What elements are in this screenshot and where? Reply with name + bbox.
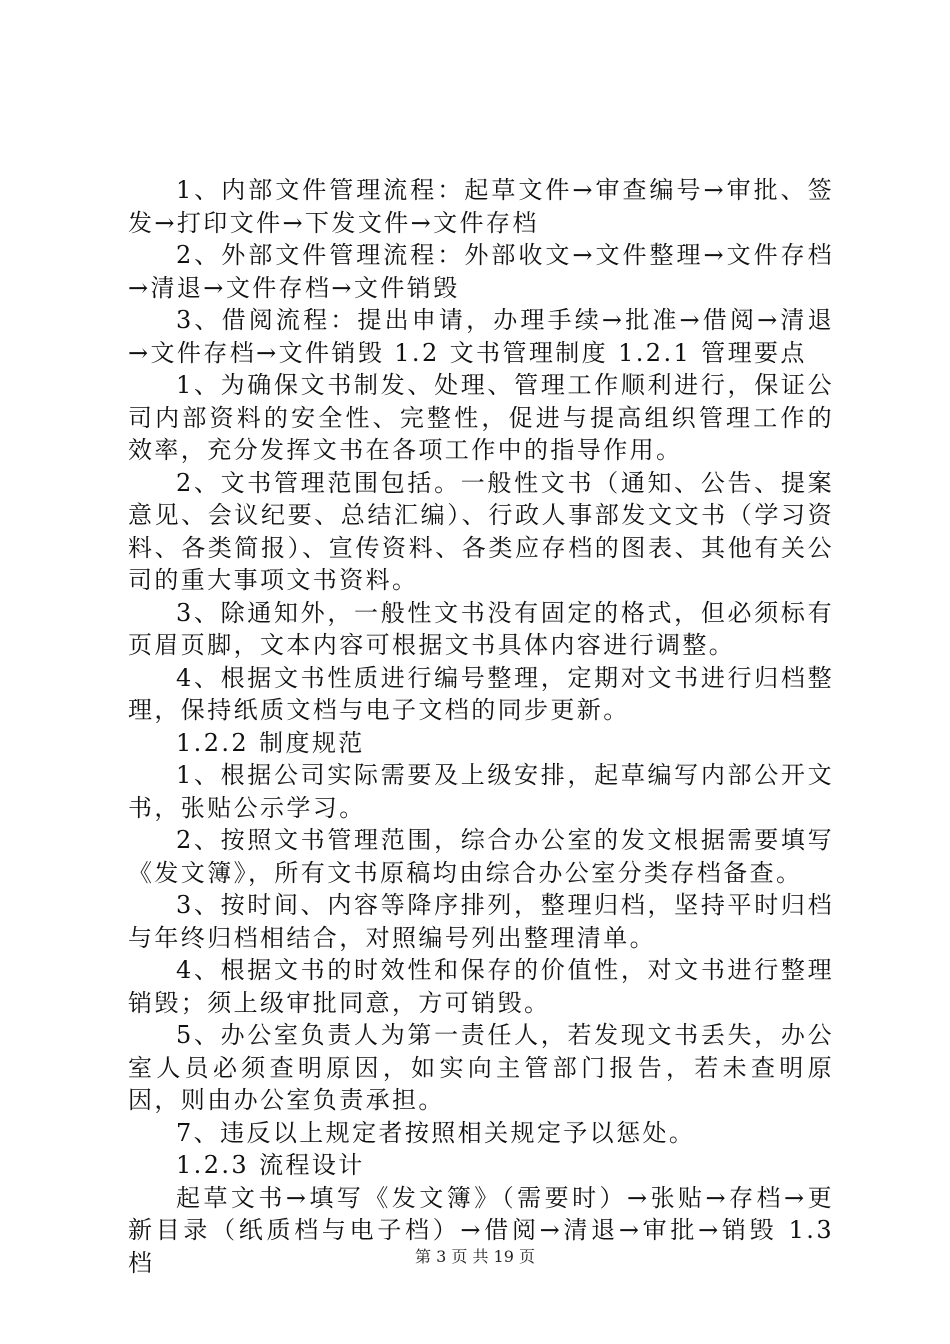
paragraph: 3、借阅流程：提出申请，办理手续→批准→借阅→清退→文件存档→文件销毁 1.2 文书管理制度 1.2.1 管理要点 [128,306,834,367]
paragraph: 3、按时间、内容等降序排列，整理归档，坚持平时归档与年终归档相结合，对照编号列出整理清单。 [128,891,834,952]
paragraph: 4、根据文书的时效性和保存的价值性，对文书进行整理销毁；须上级审批同意，方可销毁。 [128,956,834,1017]
paragraph: 2、外部文件管理流程：外部收文→文件整理→文件存档→清退→文件存档→文件销毁 [128,241,834,302]
paragraph: 起草文书→填写《发文簿》（需要时）→张贴→存档→更新目录（纸质档与电子档）→借阅→清退→审批→销毁 1.3 档 [128,1183,834,1277]
paragraph: 1、内部文件管理流程：起草文件→审查编号→审批、签发→打印文件→下发文件→文件存档 [128,176,834,237]
paragraph: 2、文书管理范围包括。一般性文书（通知、公告、提案意见、会议纪要、总结汇编）、行政人事部发文文书（学习资料、各类简报）、宣传资料、各类应存档的图表、其他有关公司的重大事项文书资料。 [128,468,834,594]
paragraph: 1、根据公司实际需要及上级安排，起草编写内部公开文书，张贴公示学习。 [128,761,834,822]
section-heading: 1.2.3 流程设计 [176,1151,365,1179]
paragraph: 4、根据文书性质进行编号整理，定期对文书进行归档整理，保持纸质文档与电子文档的同步更新。 [128,663,834,724]
paragraph: 1、为确保文书制发、处理、管理工作顺利进行，保证公司内部资料的安全性、完整性，促进与提高组织管理工作的效率，充分发挥文书在各项工作中的指导作用。 [128,371,834,464]
paragraph: 3、除通知外，一般性文书没有固定的格式，但必须标有页眉页脚，文本内容可根据文书具体内容进行调整。 [128,598,834,659]
paragraph: 2、按照文书管理范围，综合办公室的发文根据需要填写《发文簿》，所有文书原稿均由综合办公室分类存档备查。 [128,826,834,887]
paragraph: 5、办公室负责人为第一责任人，若发现文书丢失，办公室人员必须查明原因，如实向主管部门报告，若未查明原因，则由办公室负责承担。 [128,1021,834,1114]
page-footer [0,1244,950,1267]
paragraph: 7、违反以上规定者按照相关规定予以惩处。 [176,1118,696,1147]
document-body [128,174,834,1279]
section-heading: 1.2.2 制度规范 [176,728,365,757]
page-number: 第 3 页 共 19 页 [415,1247,535,1266]
